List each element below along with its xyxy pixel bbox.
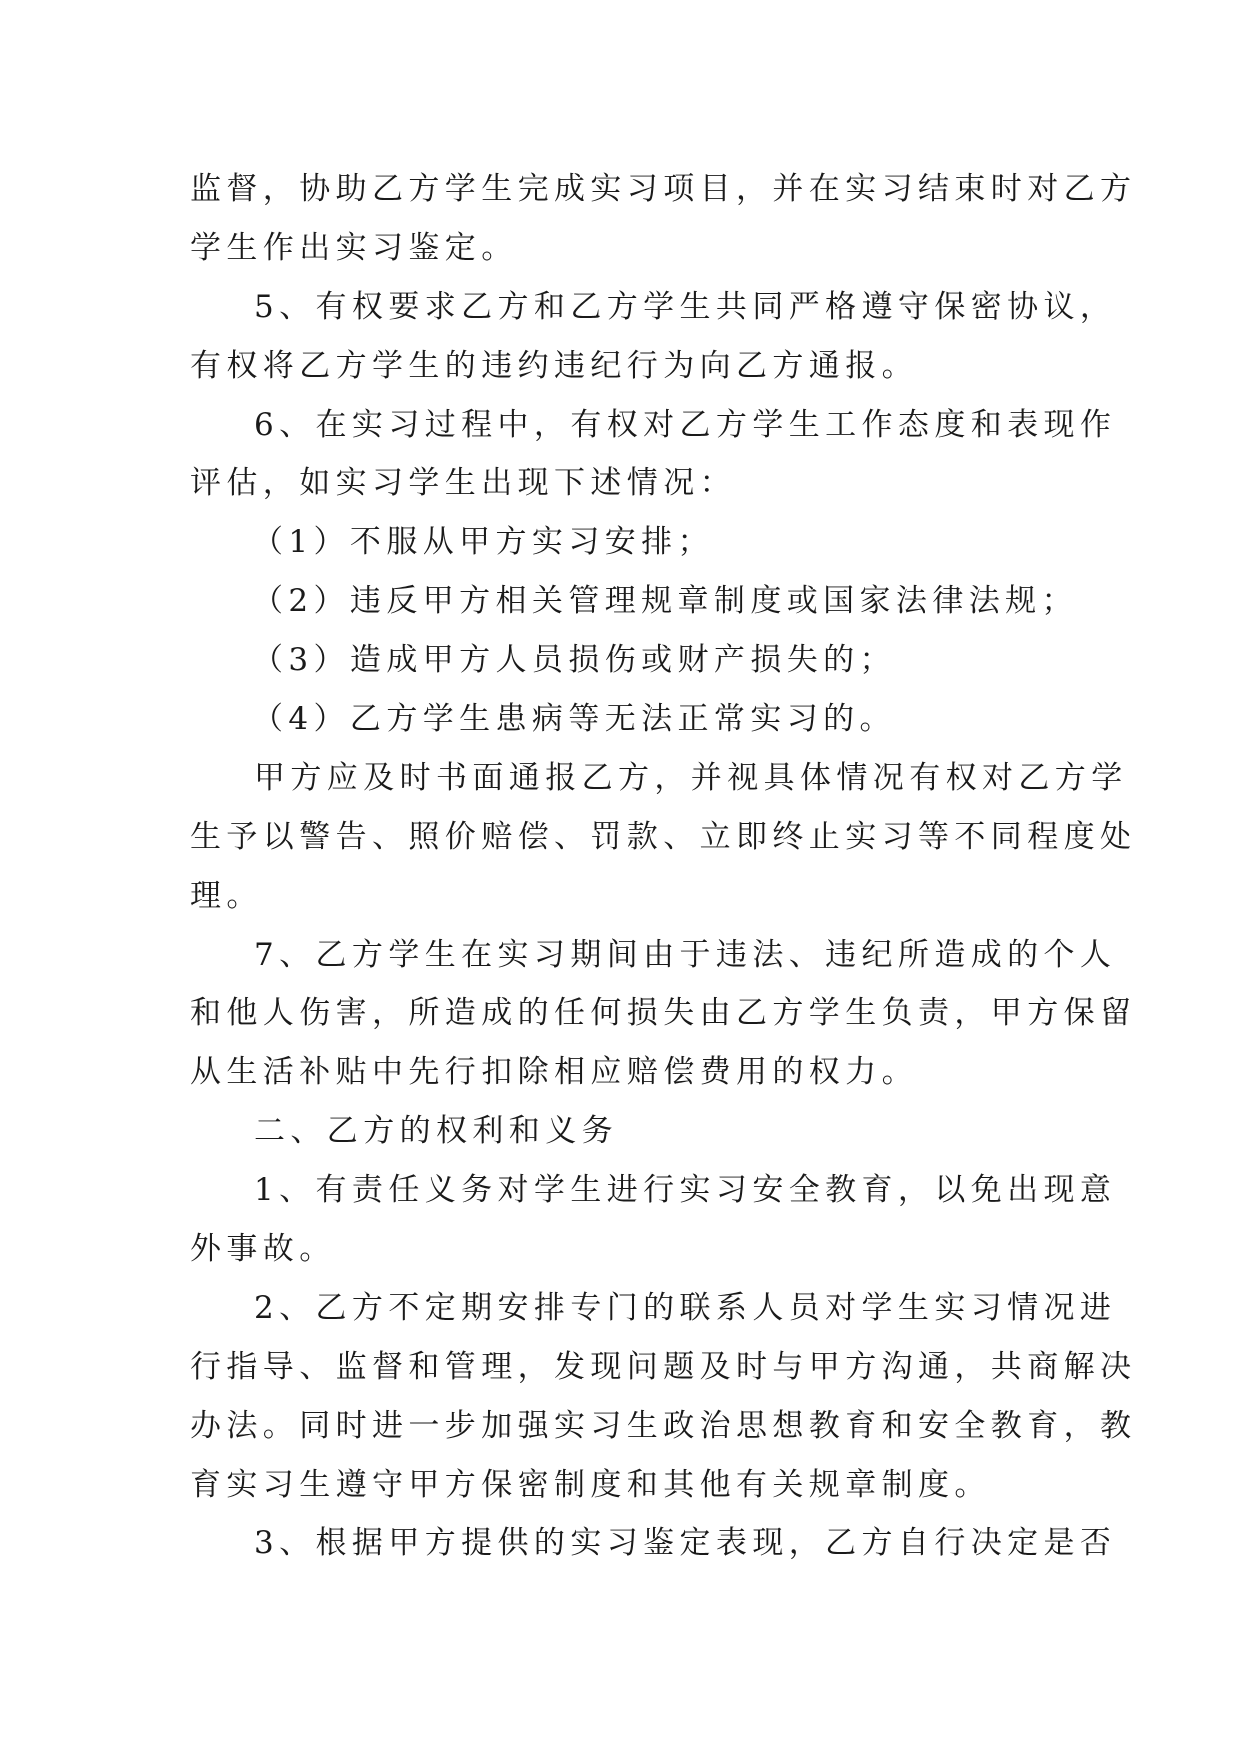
text-line: 生予以警告、照价赔偿、罚款、立即终止实习等不同程度处 [190,818,1137,855]
section-heading: 二、乙方的权利和义务 [254,1113,618,1150]
text-line: 监督，协助乙方学生完成实习项目，并在实习结束时对乙方 [190,171,1137,207]
text-line: 3、根据甲方提供的实习鉴定表现，乙方自行决定是否 [254,1525,1117,1562]
list-item: （2）违反甲方相关管理规章制度或国家法律法规； [252,583,1078,620]
text-line: 育实习生遵守甲方保密制度和其他有关规章制度。 [190,1466,991,1503]
text-line: 有权将乙方学生的违约违纪行为向乙方通报。 [190,347,918,384]
text-line: 和他人伤害，所造成的任何损失由乙方学生负责，甲方保留 [190,995,1137,1032]
text-line: 学生作出实习鉴定。 [190,229,518,266]
text-line: 外事故。 [190,1231,336,1268]
list-item: （3）造成甲方人员损伤或财产损失的； [252,642,896,679]
list-item: （4）乙方学生患病等无法正常实习的。 [252,701,896,738]
text-line: 从生活补贴中先行扣除相应赔偿费用的权力。 [190,1054,918,1091]
text-line: 评估，如实习学生出现下述情况： [190,465,736,502]
text-line: 6、在实习过程中，有权对乙方学生工作态度和表现作 [254,406,1117,443]
text-line: 办法。同时进一步加强实习生政治思想教育和安全教育，教 [190,1407,1137,1444]
text-line: 1、有责任义务对学生进行实习安全教育，以免出现意 [254,1172,1117,1209]
text-line: 7、乙方学生在实习期间由于违法、违纪所造成的个人 [254,936,1117,973]
document-page [190,160,1137,1573]
text-line: 理。 [190,877,263,914]
list-item: （1）不服从甲方实习安排； [252,524,714,561]
text-line: 甲方应及时书面通报乙方，并视具体情况有权对乙方学 [254,759,1128,796]
text-line: 2、乙方不定期安排专门的联系人员对学生实习情况进 [254,1289,1117,1326]
text-line: 行指导、监督和管理，发现问题及时与甲方沟通，共商解决 [190,1348,1137,1385]
text-line: 5、有权要求乙方和乙方学生共同严格遵守保密协议， [254,288,1117,325]
